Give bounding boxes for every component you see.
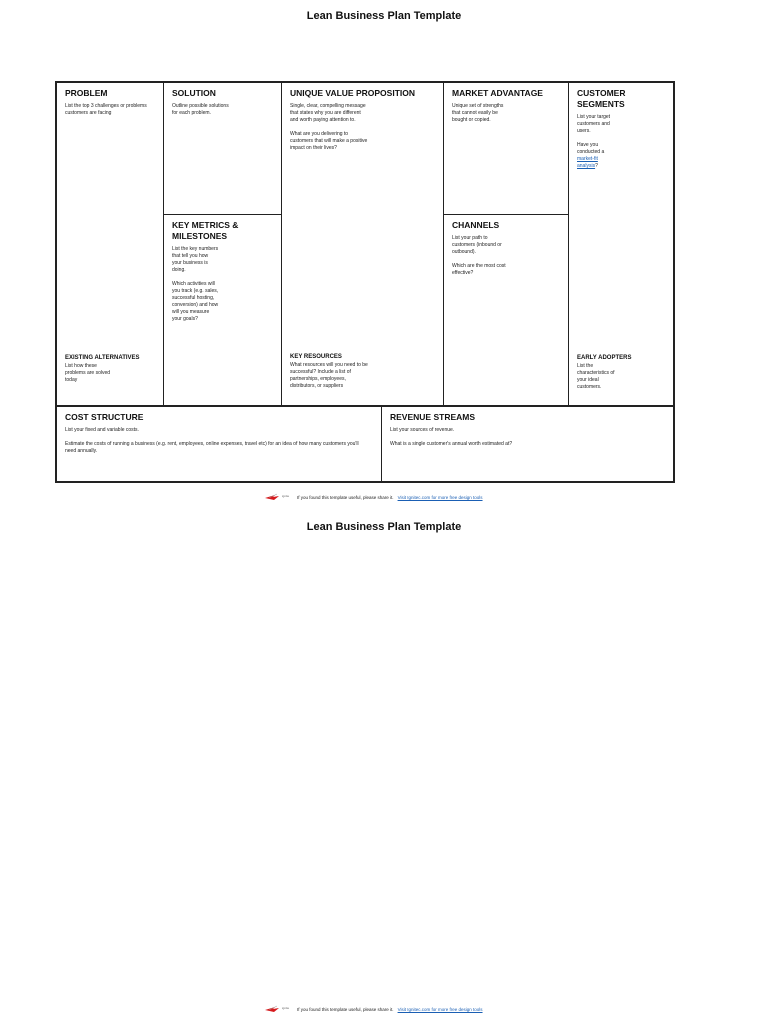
page-title-2: Lean Business Plan Template bbox=[306, 521, 462, 533]
lean-canvas bbox=[55, 81, 675, 483]
footer-text: If you found this template useful, please share it. bbox=[297, 494, 394, 500]
footer-link[interactable]: Visit Ignitec.com for more free design tools bbox=[397, 1006, 483, 1012]
uvp-title: UNIQUE VALUE PROPOSITION bbox=[290, 88, 415, 98]
problem-cell bbox=[57, 83, 164, 405]
cost-structure-cell bbox=[57, 405, 382, 481]
key-resources-title: KEY RESOURCES bbox=[290, 354, 342, 360]
revenue-streams-cell bbox=[382, 405, 673, 481]
key-metrics-desc: List the key numbers that tell you how your business is doing. Which activities will you track (e.g. sales, successful hosting, conversion) and how will you measure your goals? bbox=[172, 246, 219, 322]
cost-structure-title: COST STRUCTURE bbox=[65, 412, 144, 422]
ignite-logo-icon bbox=[263, 493, 293, 501]
key-metrics-cell bbox=[164, 215, 282, 405]
footer-link[interactable]: Visit Ignitec.com for more free design tools bbox=[397, 494, 483, 500]
problem-desc: List the top 3 challenges or problems customers are facing bbox=[65, 103, 147, 116]
market-advantage-title: MARKET ADVANTAGE bbox=[452, 88, 543, 98]
solution-desc: Outline possible solutions for each problem. bbox=[172, 103, 229, 116]
existing-alternatives-desc: List how these problems are solved today bbox=[65, 363, 111, 383]
customer-segments-title: CUSTOMER SEGMENTS bbox=[577, 88, 626, 109]
revenue-streams-desc: List your sources of revenue. What is a single customer's annual worth estimated at? bbox=[390, 427, 513, 447]
revenue-streams-title: REVENUE STREAMS bbox=[390, 412, 476, 422]
solution-title: SOLUTION bbox=[172, 88, 216, 98]
channels-cell bbox=[444, 215, 569, 405]
key-resources-desc: What resources will you need to be successful? Include a list of partnerships, employees, distributors, or suppliers bbox=[290, 362, 368, 389]
cost-structure-desc: List your fixed and variable costs. Estimate the costs of running a business (e.g. rent, employees, online expenses, travel etc) for an idea of how many customers you'll need annually. bbox=[65, 427, 359, 454]
customer-segments-cell bbox=[569, 83, 673, 405]
uvp-cell bbox=[282, 83, 444, 405]
page-title: Lean Business Plan Template bbox=[306, 10, 462, 22]
solution-cell bbox=[164, 83, 282, 215]
logo-text: ignite bbox=[282, 1006, 290, 1010]
footer bbox=[263, 493, 483, 501]
uvp-desc: Single, clear, compelling message that states why you are different and worth paying attention to. What are you delivering to customers that will make a positive impact on their lives? bbox=[290, 103, 368, 151]
channels-title: CHANNELS bbox=[452, 220, 500, 230]
key-metrics-title: KEY METRICS & MILESTONES bbox=[172, 220, 239, 241]
customer-segments-desc: List your target customers and users. Have you conducted a bbox=[577, 114, 611, 155]
logo-text: ignite bbox=[282, 494, 290, 498]
existing-alternatives-title: EXISTING ALTERNATIVES bbox=[65, 355, 140, 361]
footer-text: If you found this template useful, please share it. bbox=[297, 1006, 394, 1012]
footer-2 bbox=[263, 1005, 483, 1013]
early-adopters-title: EARLY ADOPTERS bbox=[577, 355, 632, 361]
link-suffix: ? bbox=[595, 163, 598, 169]
ignite-logo-icon bbox=[263, 1005, 293, 1013]
market-advantage-desc: Unique set of strengths that cannot easily be bought or copied. bbox=[452, 103, 504, 123]
market-fit-link[interactable]: market-fit analysis bbox=[577, 156, 598, 169]
problem-title: PROBLEM bbox=[65, 88, 108, 98]
market-advantage-cell bbox=[444, 83, 569, 215]
channels-desc: List your path to customers (inbound or outbound). Which are the most cost effective? bbox=[452, 235, 506, 276]
early-adopters-desc: List the characteristics of your ideal customers. bbox=[577, 363, 615, 390]
